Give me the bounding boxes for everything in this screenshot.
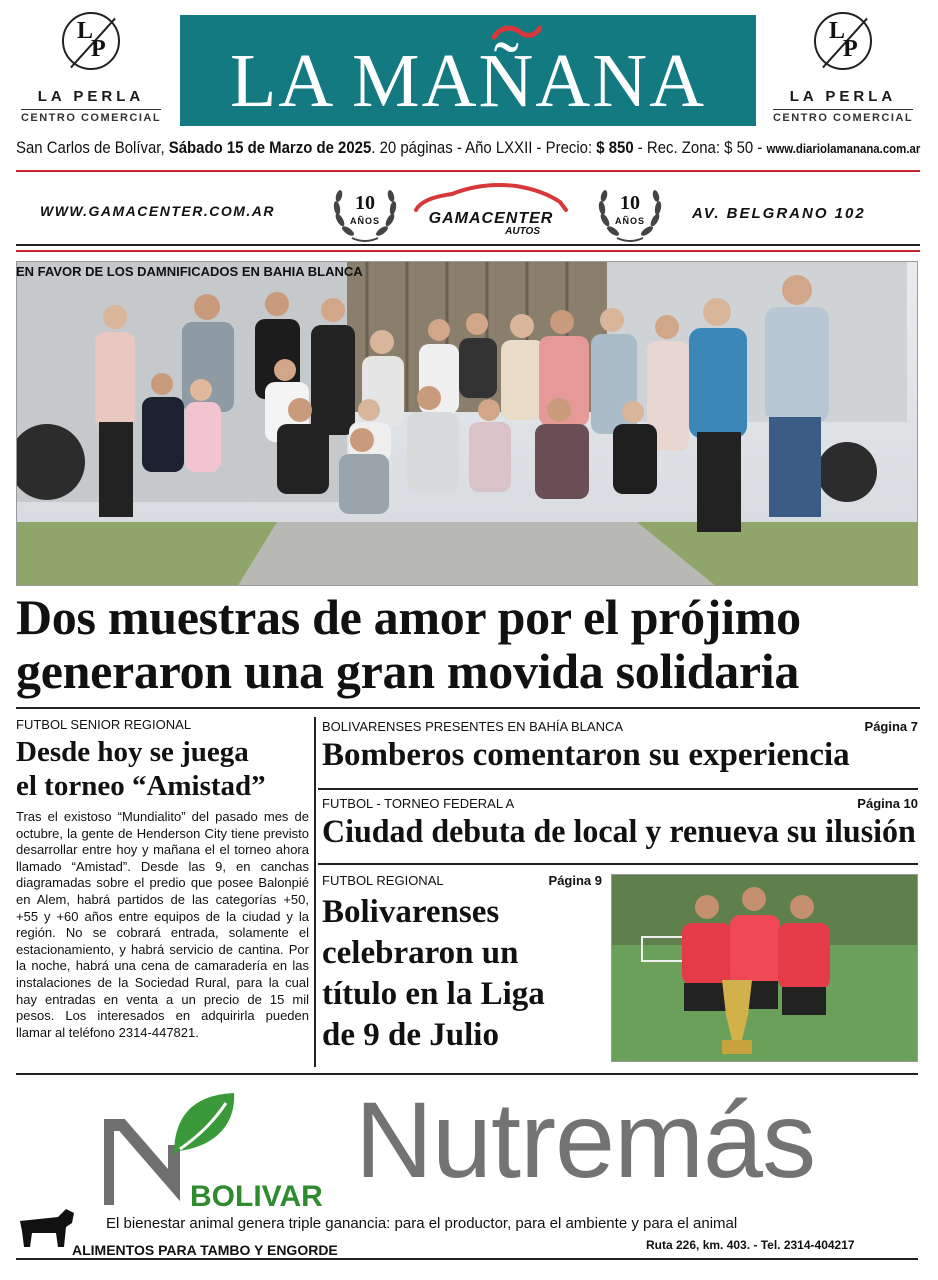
- car-outline-icon: [412, 182, 570, 212]
- dateline-website: www.diariolamanana.com.ar: [766, 141, 921, 156]
- main-photo: [16, 261, 918, 586]
- photo-caption: EN FAVOR DE LOS DAMNIFICADOS EN BAHIA BLANCA: [16, 264, 363, 279]
- left-story: [16, 717, 309, 1041]
- anniversary-laurel-icon: [595, 180, 665, 246]
- left-story-body: Tras el existoso “Mundialito” del pasado mes de octubre, la gente de Henderson City tiene previsto desarrollar entre hoy y mañana el el torneo ahora llamado “Amistad”. Desde las 9, en canchas diagramadas sobre el predio que posee Balonpié en Alem, habrá partidos de las categorías +50, +55 y +60 años entre equipos de la ciudad y la región. No se cobrará entrada, solamente el estacionamiento, y habrá servicio de cantina. Por la noche, habrá una cena de camaradería en las instalaciones de la Sociedad Rural, para la cual hay entradas en venta a un precio de 15 mil pesos. Los interesados en adquirirla pueden llamar al teléfono 2314-447821.: [16, 809, 309, 1040]
- anniversary-word: AÑOS: [349, 216, 380, 226]
- masthead: [180, 15, 756, 126]
- story-kicker: FUTBOL - TORNEO FEDERAL A: [322, 796, 515, 811]
- divider: [16, 250, 920, 252]
- story-title-line-1: Bolivarenses: [322, 894, 500, 930]
- monogram-p: P: [843, 36, 858, 62]
- story-ciudad[interactable]: [322, 796, 918, 851]
- la-perla-monogram-icon: [62, 12, 120, 70]
- dateline-pages: . 20 páginas - Año LXXII - Precio:: [371, 138, 597, 157]
- story-kicker: FUTBOL REGIONAL: [322, 873, 444, 888]
- story-title-line-3: título en la Liga: [322, 976, 545, 1012]
- left-story-title-line-2: el torneo “Amistad”: [16, 770, 266, 802]
- sponsor-logo-left: [16, 12, 166, 126]
- dateline-price: $ 850: [596, 138, 634, 157]
- story-title-line-4: de 9 de Julio: [322, 1017, 499, 1053]
- sponsor-name: LA PERLA: [37, 88, 145, 105]
- sponsor-sub: CENTRO COMERCIAL: [21, 109, 161, 124]
- sponsor-logo-right: [768, 12, 918, 126]
- dateline: [16, 138, 920, 158]
- divider: [16, 244, 920, 246]
- dateline-zone: - Rec. Zona: $ 50 -: [633, 138, 767, 157]
- dateline-place: San Carlos de Bolívar,: [16, 138, 169, 157]
- page-reference: Página 10: [857, 796, 918, 811]
- monogram-p: P: [91, 36, 106, 62]
- headline-line-2: generaron una gran movida solidaria: [16, 643, 800, 699]
- divider: [16, 170, 920, 172]
- gamacenter-brand-sub: AUTOS: [505, 226, 540, 237]
- left-story-title-line-1: Desde hoy se juega: [16, 736, 249, 768]
- ad-sub-brand: BOLIVAR: [190, 1180, 323, 1213]
- football-photo: [611, 874, 918, 1062]
- ad-tagline: El bienestar animal genera triple ganancia: para el productor, para el ambiente y para el animal: [106, 1215, 738, 1232]
- ad-product-line: ALIMENTOS PARA TAMBO Y ENGORDE: [72, 1242, 338, 1258]
- newspaper-title: LA MAÑANA: [229, 39, 707, 123]
- gamacenter-website: WWW.GAMACENTER.COM.AR: [40, 203, 275, 219]
- players-trophy-image: [612, 875, 918, 1062]
- monogram-l: L: [77, 18, 94, 44]
- anniversary-laurel-icon: [330, 180, 400, 246]
- left-story-title[interactable]: [16, 735, 309, 803]
- anniversary-word: AÑOS: [614, 216, 645, 226]
- column-divider: [314, 717, 316, 1067]
- la-perla-monogram-icon: [814, 12, 872, 70]
- divider: [318, 863, 918, 865]
- monogram-l: L: [829, 18, 846, 44]
- story-bomberos[interactable]: [322, 719, 918, 774]
- sponsor-name: LA PERLA: [789, 88, 897, 105]
- main-headline[interactable]: [16, 590, 922, 698]
- story-title: Bomberos comentaron su experiencia: [322, 737, 850, 773]
- gamacenter-address: AV. BELGRANO 102: [692, 205, 866, 222]
- left-story-kicker: FUTBOL SENIOR REGIONAL: [16, 717, 192, 732]
- headline-line-1: Dos muestras de amor por el prójimo: [16, 589, 801, 645]
- page-reference: Página 9: [548, 873, 602, 888]
- story-title: Ciudad debuta de local y renueva su ilusión: [322, 814, 916, 850]
- sponsor-sub: CENTRO COMERCIAL: [773, 109, 913, 124]
- gamacenter-logo: [412, 182, 570, 242]
- ad-contact: Ruta 226, km. 403. - Tel. 2314-404217: [646, 1238, 855, 1252]
- dateline-date: Sábado 15 de Marzo de 2025: [168, 138, 372, 157]
- divider: [318, 788, 918, 790]
- cow-silhouette-icon: [18, 1207, 78, 1251]
- story-liga[interactable]: [322, 873, 602, 1056]
- group-photo-image: [17, 262, 918, 586]
- divider: [16, 707, 920, 709]
- gamacenter-brand: GAMACENTER: [428, 210, 554, 227]
- story-title: [322, 892, 602, 1056]
- ad-brand: Nutremás: [355, 1079, 816, 1200]
- story-title-line-2: celebraron un: [322, 935, 519, 971]
- anniversary-number: 10: [620, 192, 640, 214]
- page-reference: Página 7: [864, 719, 918, 734]
- divider: [16, 1258, 918, 1260]
- anniversary-number: 10: [355, 192, 375, 214]
- story-kicker: BOLIVARENSES PRESENTES EN BAHÍA BLANCA: [322, 719, 624, 734]
